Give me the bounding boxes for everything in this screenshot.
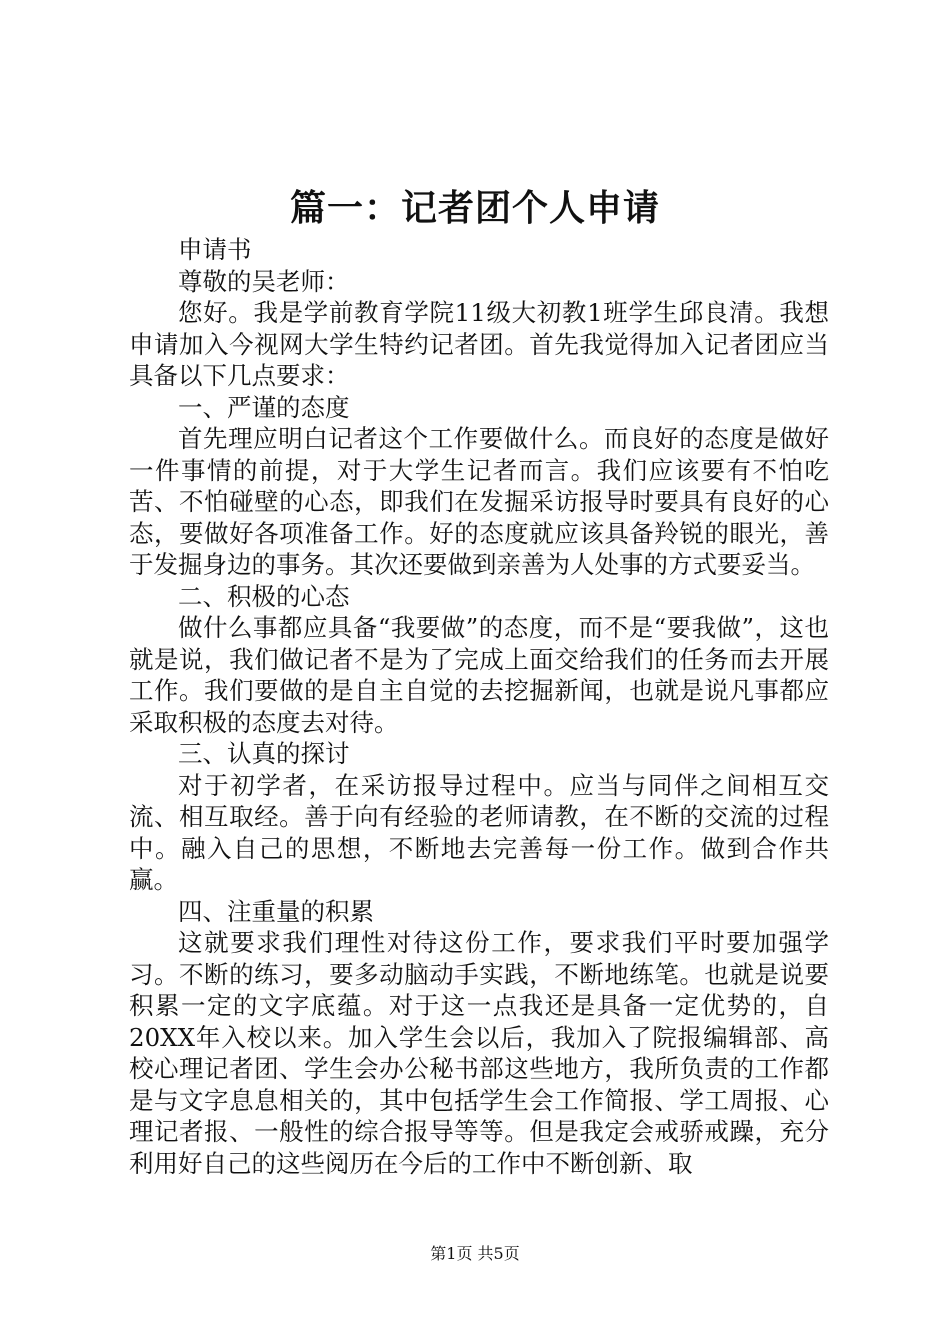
paragraph-heading-application: 申请书: [178, 235, 252, 264]
section-heading-1: 一、严谨的态度: [178, 392, 350, 422]
paragraph-section-1: 首先理应明白记者这个工作要做什么。而良好的态度是做好一件事情的前提，对于大学生记者而言。我们应该要有不怕吃苦、不怕碰壁的心态，即我们在发掘采访报导时要具有良好的心态，要做好各项准备工作。好的态度就应该具备羚锐的眼光，善于发掘身边的事务。其次还要做到亲善为人处事的方式要妥当。: [129, 424, 829, 579]
section-heading-2: 二、积极的心态: [178, 581, 350, 611]
paragraph-section-2: 做什么事都应具备“我要做”的态度，而不是“要我做”，这也就是说，我们做记者不是为了完成上面交给我们的任务而去开展工作。我们要做的是自主自觉的去挖掘新闻，也就是说凡事都应采取积极的态度去对待。: [129, 613, 829, 737]
section-heading-4: 四、注重量的积累: [178, 896, 374, 926]
document-body: [129, 234, 829, 1179]
paragraph-intro: 您好。我是学前教育学院11级大初教1班学生邱良清。我想申请加入今视网大学生特约记者团。首先我觉得加入记者团应当具备以下几点要求：: [129, 298, 829, 390]
document-title: 篇一：记者团个人申请: [289, 187, 660, 229]
paragraph-salutation: 尊敬的吴老师：: [178, 266, 350, 296]
page-footer: 第1页 共5页: [430, 1244, 520, 1263]
section-heading-3: 三、认真的探讨: [178, 739, 350, 768]
paragraph-section-4: 这就要求我们理性对待这份工作，要求我们平时要加强学习。不断的练习，要多动脑动手实践，不断地练笔。也就是说要积累一定的文字底蕴。对于这一点我还是具备一定优势的，自20XX年入校以来。加入学生会以后，我加入了院报编辑部、高校心理记者团、学生会办公秘书部这些地方，我所负责的工作都是与文字息息相关的，其中包括学生会工作简报、学工周报、心理记者报、一般性的综合报导等等。但是我定会戒骄戒躁，充分利用好自己的这些阅历在今后的工作中不断创新、取: [129, 928, 829, 1178]
paragraph-section-3: 对于初学者，在采访报导过程中。应当与同伴之间相互交流、相互取经。善于向有经验的老师请教，在不断的交流的过程中。融入自己的思想，不断地去完善每一份工作。做到合作共赢。: [129, 770, 829, 894]
